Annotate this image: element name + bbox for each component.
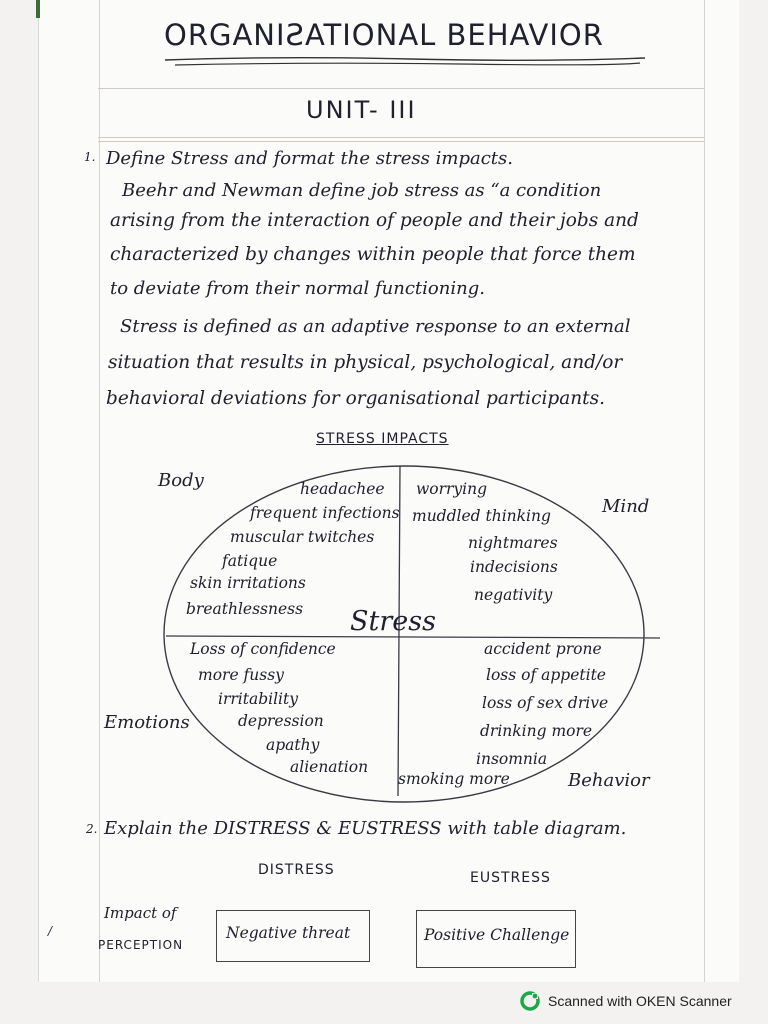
page-title: ORGANIƧATIONAL BEHAVIOR: [164, 18, 604, 52]
mind-item: indecisions: [470, 558, 558, 576]
behavior-item: drinking more: [480, 722, 593, 740]
diagram-center-label: Stress: [350, 606, 436, 637]
question-number: 1.: [84, 150, 96, 164]
paragraph-line: behavioral deviations for organisational participants.: [106, 388, 605, 409]
body-item: skin irritations: [190, 574, 306, 592]
margin-mark: /: [48, 924, 53, 938]
question-text: Explain the DISTRESS & EUSTRESS with table diagram.: [104, 818, 627, 839]
quadrant-label-behavior: Behavior: [568, 770, 650, 791]
left-margin-line: [99, 0, 100, 982]
emotions-item: Loss of confidence: [190, 640, 336, 658]
diagram-heading: STRESS IMPACTS: [316, 431, 449, 447]
emotions-item: more fussy: [198, 666, 284, 684]
paragraph-line: Beehr and Newman define job stress as “a condition: [122, 180, 602, 201]
ruled-line: [98, 141, 704, 142]
quadrant-label-emotions: Emotions: [104, 712, 190, 733]
mind-item: nightmares: [468, 534, 558, 552]
title-underline: [160, 54, 650, 68]
question-text: Define Stress and format the stress impacts.: [106, 148, 513, 169]
paragraph-line: situation that results in physical, psychological, and/or: [108, 352, 623, 373]
page-edge-mark: [36, 0, 40, 18]
mind-item: worrying: [416, 480, 488, 498]
paragraph-line: characterized by changes within people that force them: [110, 244, 636, 265]
paragraph-line: Stress is defined as an adaptive response to an external: [120, 316, 631, 337]
behavior-item: accident prone: [484, 640, 602, 658]
body-item: fatique: [222, 552, 278, 570]
behavior-item: loss of sex drive: [482, 694, 609, 712]
mind-item: negativity: [474, 586, 553, 604]
column-header-distress: DISTRESS: [258, 862, 335, 878]
behavior-item: smoking more: [398, 770, 510, 788]
unit-heading: UNIT- III: [306, 96, 417, 124]
mind-item: muddled thinking: [412, 507, 551, 525]
paragraph-line: arising from the interaction of people and their jobs and: [110, 210, 639, 231]
scanner-watermark: [520, 988, 732, 1014]
emotions-item: irritability: [218, 690, 298, 708]
quadrant-label-body: Body: [158, 470, 204, 491]
emotions-item: apathy: [266, 736, 320, 754]
distress-perception-value: Negative threat: [226, 924, 351, 942]
eustress-perception-value: Positive Challenge: [424, 926, 570, 944]
body-item: frequent infections: [250, 504, 400, 522]
row-label-impact: Impact of: [104, 904, 177, 922]
body-item: muscular twitches: [230, 528, 375, 546]
paragraph-line: to deviate from their normal functioning.: [110, 278, 485, 299]
body-item: breathlessness: [186, 600, 304, 618]
quadrant-label-mind: Mind: [602, 496, 650, 517]
ruled-line: [98, 88, 704, 89]
ruled-line: [98, 137, 704, 138]
question-number: 2.: [86, 822, 98, 836]
scanner-watermark-text: Scanned with OKEN Scanner: [548, 993, 732, 1009]
behavior-item: insomnia: [476, 750, 548, 768]
right-margin-line: [704, 0, 705, 982]
emotions-item: depression: [238, 712, 324, 730]
emotions-item: alienation: [290, 758, 369, 776]
row-label-perception: PERCEPTION: [98, 938, 184, 952]
body-item: headachee: [300, 480, 385, 498]
behavior-item: loss of appetite: [486, 666, 606, 684]
oken-scanner-logo-icon: [520, 991, 540, 1011]
column-header-eustress: EUSTRESS: [470, 870, 551, 886]
